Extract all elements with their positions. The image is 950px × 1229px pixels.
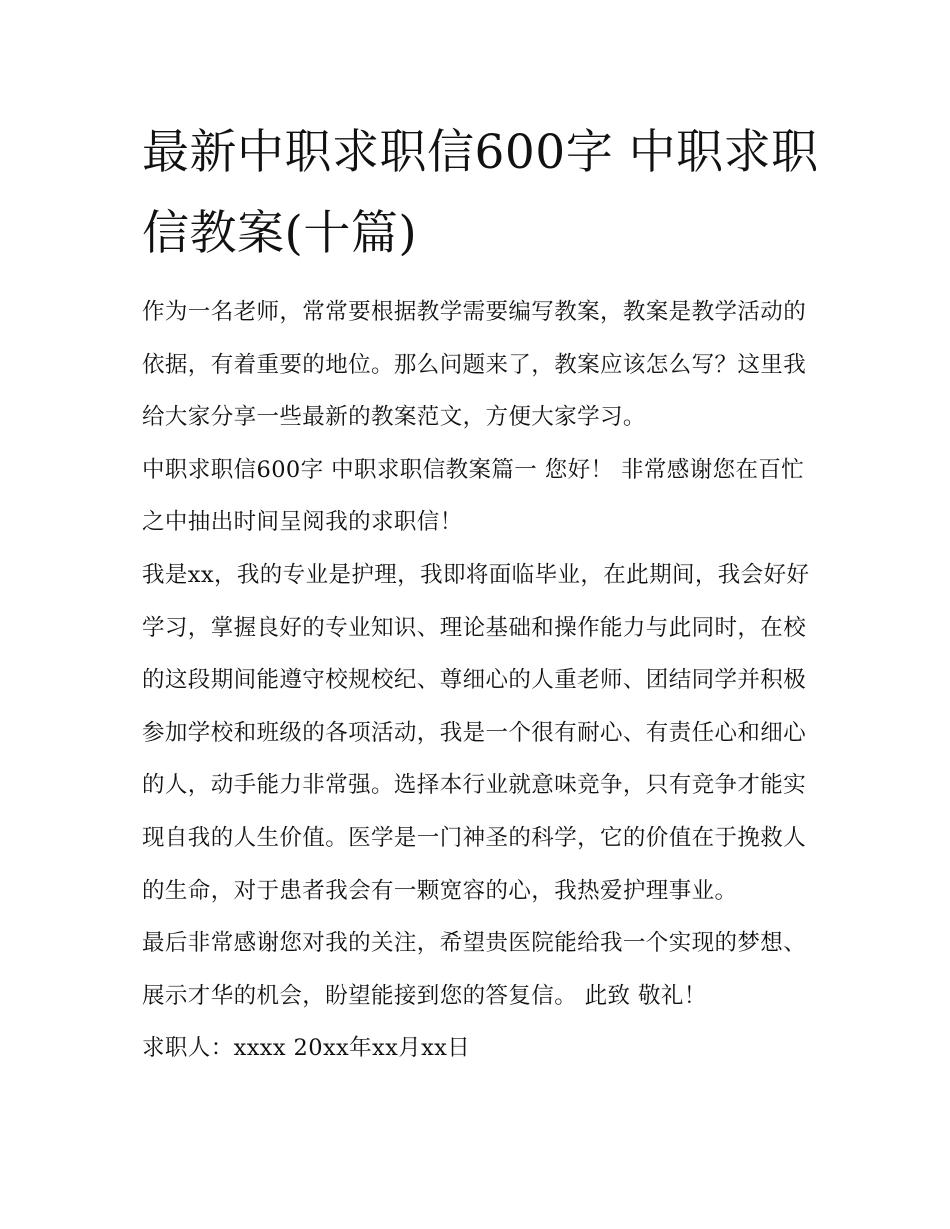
paragraph-intro: 作为一名老师，常常要根据教学需要编写教案，教案是教学活动的依据，有着重要的地位。那么问题来了，教案应该怎么写？这里我给大家分享一些最新的教案范文，方便大家学习。 [142,299,807,431]
paragraph-self-introduction: 我是xx，我的专业是护理，我即将面临毕业，在此期间，我会好好学习，掌握良好的专业知识、理论基础和操作能力与此同时，在校的这段期间能遵守校规校纪、尊细心的人重老师、团结同学并积极参加学校和班级的各项活动，我是一个很有耐心、有责任心和细心的人，动手能力非常强。选择本行业就意味竞争，只有竞争才能实现自我的人生价值。医学是一门神圣的科学，它的价值在于挽救人的生命，对于患者我会有一颗宽容的心，我热爱护理事业。 [142,561,810,904]
document-title: 最新中职求职信600字 中职求职信教案(十篇) [142,125,819,261]
paragraph-closing: 最后非常感谢您对我的关注，希望贵医院能给我一个实现的梦想、展示才华的机会，盼望能接到您的答复信。 此致 敬礼！ [142,930,807,1009]
paragraph-signature: 求职人：xxxx 20xx年xx月xx日 [142,1035,471,1062]
paragraph-greeting: 中职求职信600字 中职求职信教案篇一 您好！ 非常感谢您在百忙之中抽出时间呈阅我的求职信！ [142,456,805,536]
document-body [142,112,822,1075]
